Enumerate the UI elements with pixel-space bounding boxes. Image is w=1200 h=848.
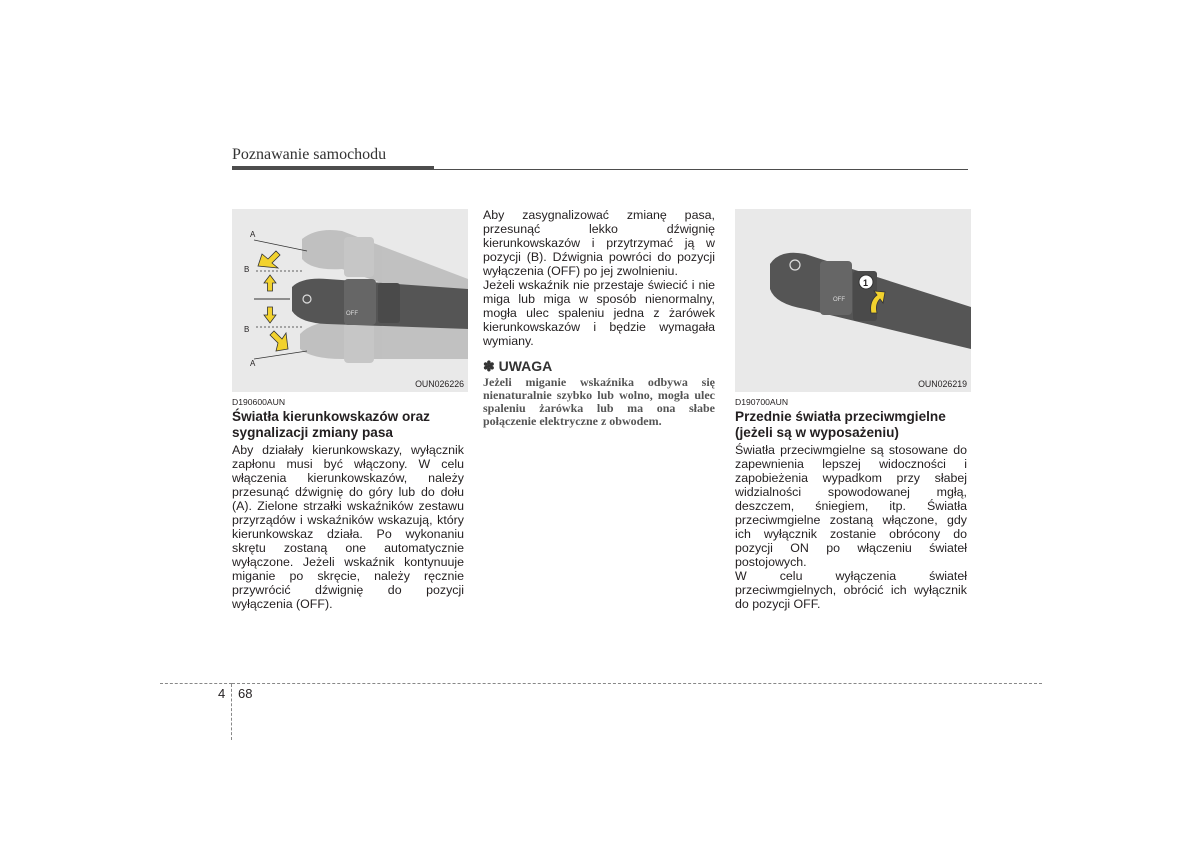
off-label: OFF — [346, 311, 358, 317]
body-paragraph: Światła przeciwmgielne są stosowane do zapewnienia lepszej widoczności i zapobieżenia wypadkom przy słabej widzialności spowodowanej mgłą, deszczem, śniegiem, itp. Światła przeciwmgielne zostaną włączone, gdy ich wyłącznik zostanie obrócony do pozycji ON po włączeniu świateł postojowych. — [735, 443, 967, 569]
label-a-top: A — [250, 230, 256, 239]
footer-rule — [160, 683, 232, 684]
column-fog-lights — [735, 397, 967, 611]
fog-light-lever-illustration — [735, 209, 971, 392]
page-section-number: 4 — [218, 686, 226, 701]
page-header-title: Poznawanie samochodu — [232, 146, 387, 163]
figure-code: OUN026219 — [918, 379, 967, 389]
section-code: D190600AUN — [232, 397, 286, 407]
warning-title: ✽ UWAGA — [483, 358, 553, 374]
figure-code: OUN026226 — [415, 379, 464, 389]
warning-body: Jeżeli miganie wskaźnika odbywa się nienaturalnie szybko lub wolno, mogła ulec spaleniu żarówka lub ma ona słabe połączenie elektryczne z obwodem. — [483, 375, 715, 428]
footer-divider — [231, 684, 232, 740]
lever-fog — [770, 253, 971, 349]
fog-light-switch-figure — [735, 209, 971, 392]
marker-1-label: 1 — [863, 278, 869, 288]
section-title: Przednie światła przeciwmgielne (jeżeli są w wyposażeniu) — [735, 409, 946, 440]
turn-signal-lever-illustration — [232, 209, 468, 392]
column-lane-change — [483, 208, 715, 428]
label-b-top: B — [244, 265, 250, 274]
body-paragraph: Aby działały kierunkowskazy, wyłącznik zapłonu musi być włączony. W celu włączenia kierunkowskazów, należy przesunąć dźwignię do góry lub do dołu (A). Zielone strzałki wskaźników zestawu przyrządów i wskaźników wskazują, który kierunkowskaz działa. Po wykonaniu skrętu zostaną one automatycznie wyłączone. Jeżeli wskaźnik kontynuuje miganie po skręcie, należy ręcznie przywrócić dźwignię do pozycji wyłączenia (OFF). — [232, 443, 464, 611]
section-title: Światła kierunkowskazów oraz sygnalizacji zmiany pasa — [232, 409, 430, 440]
arrow-b-up-icon — [264, 275, 276, 291]
header-rule-thin — [434, 169, 968, 170]
turn-signal-lever-figure — [232, 209, 468, 392]
fog-off-label: OFF — [833, 297, 845, 303]
arrow-b-down-icon — [264, 307, 276, 323]
page-number: 68 — [238, 686, 253, 701]
arrow-a-up-icon — [258, 251, 280, 268]
body-paragraph: Aby zasygnalizować zmianę pasa, przesunąć lekko dźwignię kierunkowskazów i przytrzymać ją w pozycji (B). Dźwignia powróci do pozycji wyłączenia (OFF) po jej zwolnieniu. — [483, 208, 715, 278]
body-paragraph: W celu wyłączenia świateł przeciwmgielnych, obrócić ich wyłącznik do pozycji OFF. — [735, 569, 967, 611]
arrow-a-down-icon — [270, 331, 288, 351]
label-b-bottom: B — [244, 325, 250, 334]
column-turn-signals — [232, 397, 464, 611]
footer-rule — [232, 683, 1042, 684]
label-a-bottom: A — [250, 359, 256, 368]
header-rule-thick — [232, 166, 434, 170]
section-code: D190700AUN — [735, 397, 789, 407]
body-paragraph: Jeżeli wskaźnik nie przestaje świecić i nie miga lub miga w sposób nienormalny, mogła ulec spaleniu jedna z żarówek kierunkowskazów i będzie wymagała wymiany. — [483, 278, 715, 348]
